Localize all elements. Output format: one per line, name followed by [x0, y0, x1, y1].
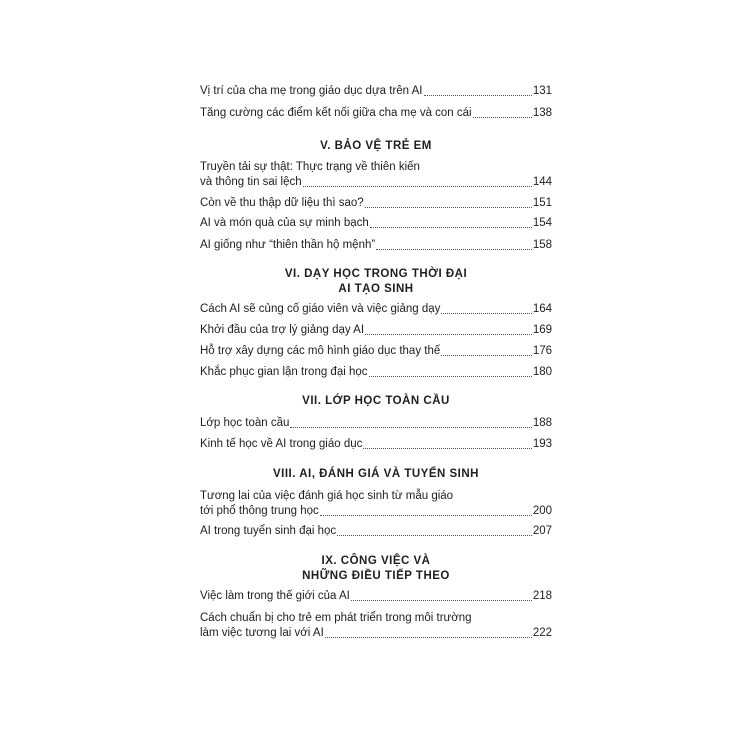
dot-leader: [363, 448, 531, 449]
toc-entry-title: và thông tin sai lệch: [200, 176, 302, 188]
toc-entry-title: AI và món quà của sự minh bạch: [200, 217, 369, 229]
dot-leader: [441, 355, 532, 356]
dot-leader: [441, 313, 531, 314]
toc-entry-last-line: [200, 196, 552, 211]
toc-entry-title: Lớp học toàn cầu: [200, 417, 290, 429]
toc-entry-title-line: Cách chuẩn bị cho trẻ em phát triển trong môi trường: [200, 612, 472, 624]
toc-entry[interactable]: [200, 323, 552, 338]
toc-entry-last-line: [200, 216, 552, 231]
section-heading: [200, 139, 552, 154]
dot-leader: [290, 427, 531, 428]
section-heading: [200, 267, 552, 297]
dot-leader: [369, 376, 532, 377]
dot-leader: [376, 249, 532, 250]
toc-entry-title: Việc làm trong thế giới của AI: [200, 590, 350, 602]
dot-leader: [365, 207, 532, 208]
section-heading-line: VI. DẠY HỌC TRONG THỜI ĐẠI: [284, 268, 468, 280]
toc-entry-last-line: [200, 437, 552, 452]
toc-entry[interactable]: [200, 489, 552, 519]
section-heading: [200, 394, 552, 409]
toc-entry-title: Tăng cường các điểm kết nối giữa cha mẹ và con cái: [200, 107, 472, 119]
toc-entry[interactable]: [200, 196, 552, 211]
dot-leader: [365, 334, 532, 335]
page-number: 176: [532, 345, 552, 357]
section-heading-line: VII. LỚP HỌC TOÀN CẦU: [302, 395, 450, 407]
toc-entry[interactable]: [200, 344, 552, 359]
toc-entry-last-line: [200, 504, 552, 519]
toc-entry[interactable]: [200, 238, 552, 253]
toc-entry-last-line: [200, 626, 552, 641]
toc-entry-last-line: [200, 344, 552, 359]
toc-entry-last-line: [200, 524, 552, 539]
page-number: 138: [532, 107, 552, 119]
page-number: 193: [532, 438, 552, 450]
toc-entry-title: Vị trí của cha mẹ trong giáo dục dựa trên AI: [200, 85, 423, 97]
toc-entry-title: Khắc phục gian lận trong đại học: [200, 366, 368, 378]
dot-leader: [473, 117, 532, 118]
toc-entry[interactable]: [200, 302, 552, 317]
toc-entry-title: AI giống như “thiên thần hộ mệnh”: [200, 239, 376, 251]
toc-entry[interactable]: [200, 524, 552, 539]
page-number: 180: [532, 366, 552, 378]
toc-entry[interactable]: [200, 106, 552, 121]
toc-entry[interactable]: [200, 365, 552, 380]
page-number: 154: [532, 217, 552, 229]
page-number: 151: [532, 197, 552, 209]
section-heading: [200, 554, 552, 584]
toc-entry-last-line: [200, 416, 552, 431]
toc-entry-title: AI trong tuyển sinh đại học: [200, 525, 337, 537]
dot-leader: [325, 637, 532, 638]
toc-entry-last-line: [200, 302, 552, 317]
toc-entry-last-line: [200, 365, 552, 380]
page-number: 222: [532, 627, 552, 639]
page-number: 207: [532, 525, 552, 537]
dot-leader: [303, 186, 532, 187]
toc-entry[interactable]: [200, 611, 552, 641]
toc-entry-title: Còn về thu thập dữ liệu thì sao?: [200, 197, 364, 209]
toc-entry[interactable]: [200, 437, 552, 452]
section-heading-line: IX. CÔNG VIỆC VÀ: [321, 555, 431, 567]
toc-entry-last-line: [200, 106, 552, 121]
toc-entry-title-line: Truyền tải sự thật: Thực trạng về thiên kiến: [200, 161, 420, 173]
page-number: 218: [532, 590, 552, 602]
toc-entry[interactable]: [200, 160, 552, 190]
page-number: 158: [532, 239, 552, 251]
toc-entry-title: Cách AI sẽ củng cố giáo viên và việc giảng dạy: [200, 303, 441, 315]
page-number: 164: [532, 303, 552, 315]
toc-entry-title: tới phổ thông trung học: [200, 505, 319, 517]
dot-leader: [337, 535, 532, 536]
toc-entry[interactable]: [200, 84, 552, 99]
section-heading-line: VIII. AI, ĐÁNH GIÁ VÀ TUYỂN SINH: [273, 468, 479, 480]
toc-entry-title-line: Tương lai của việc đánh giá học sinh từ mẫu giáo: [200, 490, 454, 502]
section-heading-line: V. BẢO VỆ TRẺ EM: [320, 140, 432, 152]
toc-entry[interactable]: [200, 589, 552, 604]
page-number: 169: [532, 324, 552, 336]
toc-entry[interactable]: [200, 416, 552, 431]
dot-leader: [370, 227, 532, 228]
page-number: 144: [532, 176, 552, 188]
dot-leader: [351, 600, 532, 601]
section-heading-line: NHỮNG ĐIỀU TIẾP THEO: [302, 570, 450, 582]
toc-entry-title: làm việc tương lai với AI: [200, 627, 324, 639]
toc-entry-title: Hỗ trợ xây dựng các mô hình giáo dục thay thế: [200, 345, 441, 357]
toc-entry-last-line: [200, 323, 552, 338]
page-number: 188: [532, 417, 552, 429]
section-heading-line: AI TẠO SINH: [338, 283, 414, 295]
toc-entry-title: Khởi đầu của trợ lý giảng dạy AI: [200, 324, 365, 336]
dot-leader: [320, 515, 532, 516]
page-number: 131: [532, 85, 552, 97]
dot-leader: [424, 95, 532, 96]
toc-entry-last-line: [200, 238, 552, 253]
toc-entry[interactable]: [200, 216, 552, 231]
toc-entry-last-line: [200, 84, 552, 99]
toc-entry-title: Kinh tế học về AI trong giáo dục: [200, 438, 363, 450]
toc-entry-last-line: [200, 175, 552, 190]
toc-entry-last-line: [200, 589, 552, 604]
section-heading: [200, 467, 552, 482]
page-number: 200: [532, 505, 552, 517]
